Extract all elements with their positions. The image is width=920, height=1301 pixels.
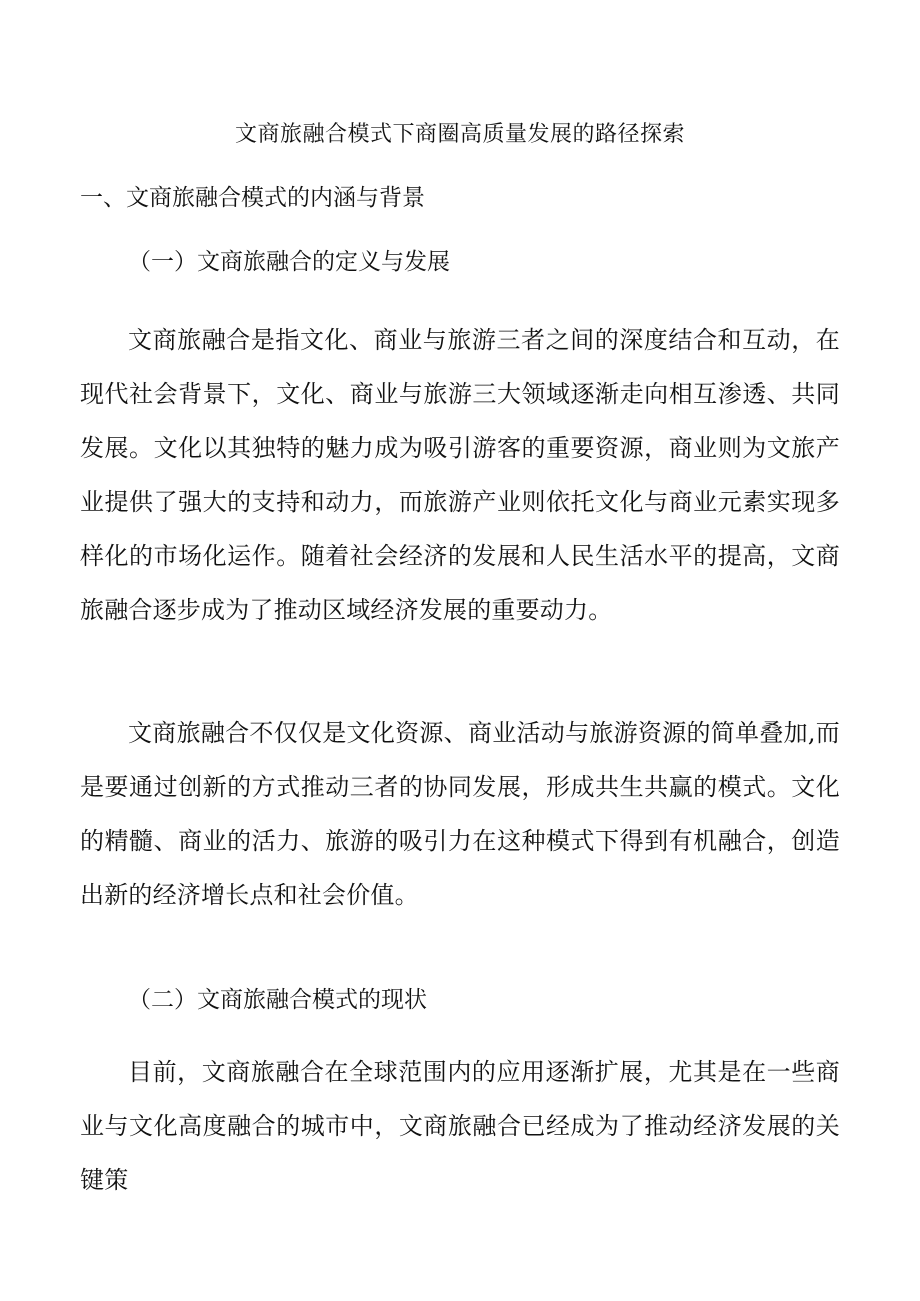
subsection-heading-2: （二）文商旅融合模式的现状 [128, 987, 427, 1013]
paragraph-3: 目前，文商旅融合在全球范围内的应用逐渐扩展，尤其是在一些商业与文化高度融合的城市中，文商旅融合已经成为了推动经济发展的关键策 [80, 1058, 840, 1194]
section-heading-1: 一、文商旅融合模式的内涵与背景 [80, 185, 425, 211]
paragraph-2: 文商旅融合不仅仅是文化资源、商业活动与旅游资源的简单叠加,而是要通过创新的方式推动三者的协同发展，形成共生共赢的模式。文化的精髓、商业的活力、旅游的吸引力在这种模式下得到有机融合，创造出新的经济增长点和社会价值。 [80, 719, 840, 909]
paragraph-1: 文商旅融合是指文化、商业与旅游三者之间的深度结合和互动，在现代社会背景下，文化、商业与旅游三大领域逐渐走向相互渗透、共同发展。文化以其独特的魅力成为吸引游客的重要资源，商业则为文旅产业提供了强大的支持和动力，而旅游产业则依托文化与商业元素实现多样化的市场化运作。随着社会经济的发展和人民生活水平的提高，文商旅融合逐步成为了推动区域经济发展的重要动力。 [80, 326, 840, 624]
document-title: 文商旅融合模式下商圈高质量发展的路径探索 [234, 122, 685, 147]
subsection-heading-1: （一）文商旅融合的定义与发展 [128, 249, 450, 275]
